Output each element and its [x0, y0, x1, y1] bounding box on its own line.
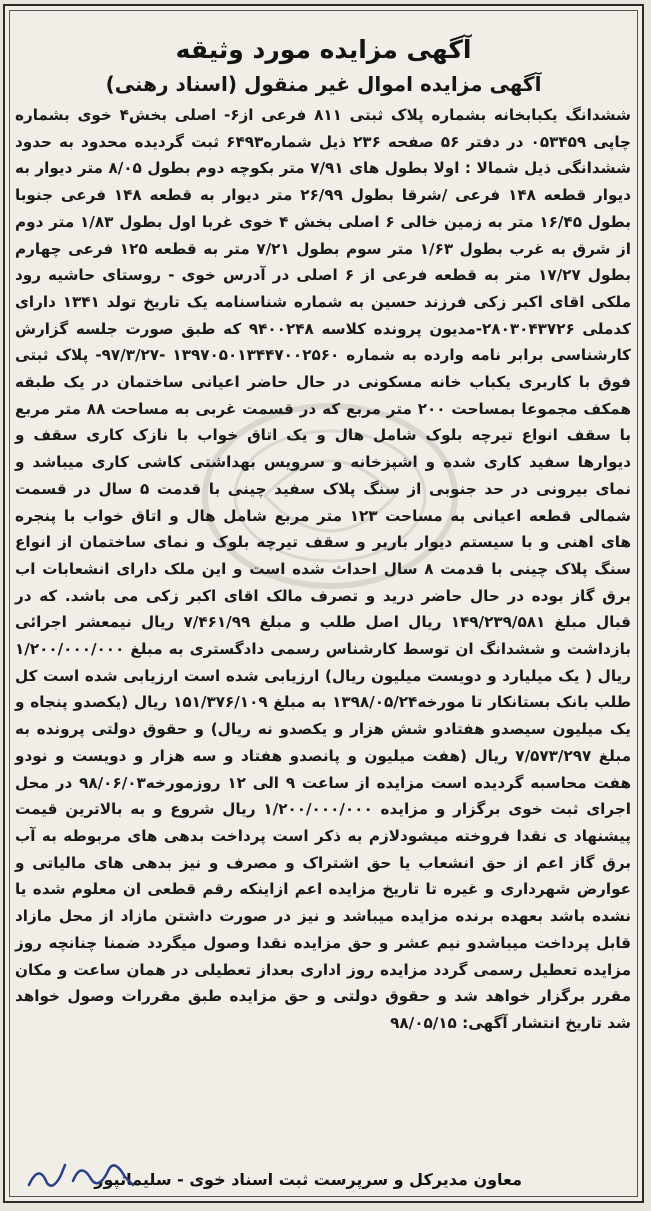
notice-page [3, 4, 644, 1203]
watermark-emblem [195, 396, 465, 596]
signature-line: معاون مدیرکل و سرپرست ثبت اسناد خوی - سلیمانپور [94, 1170, 522, 1189]
handwritten-mark-icon [21, 1155, 141, 1195]
notice-subtitle: آگهی مزایده اموال غیر منقول (اسناد رهنی) [105, 72, 542, 96]
notice-body: ششدانگ یکبابخانه بشماره پلاک ثبتی ۸۱۱ فرعی از۶- اصلی بخش۴ خوی بشماره چاپی ۰۵۳۴۵۹ در دفتر ۵۶ صفحه ۲۳۶ ذیل شماره۶۴۹۳ ثبت گردیده محدود به حدود ششدانگی ذیل شمالا : اولا بطول های ۷/۹۱ متر بکوچه دوم بطول ۸/۰۵ متر دیوار به دیوار قطعه ۱۴۸ فرعی /شرقا بطول ۲۶/۹۹ متر دیوار به قطعه ۱۴۸ فرعی جنوبا بطول ۱۶/۴۵ متر به زمین خالی ۶ اصلی بخش ۴ خوی غربا اول بطول ۱/۸۳ متر دوم از شرق به غرب بطول ۱/۶۳ متر سوم بطول ۷/۲۱ متر به قطعه ۱۲۵ فرعی چهارم بطول ۱۷/۲۷ متر به قطعه فرعی از ۶ اصلی در آدرس خوی - روستای حاشیه رود ملکی اقای اکبر زکی فرزند حسین به شماره شناسنامه یک تاریخ تولد ۱۳۴۱ دارای کدملی ۲۸۰۳۰۴۳۷۲۶-مدیون پرونده کلاسه ۹۴۰۰۲۴۸ که طبق صورت جلسه گزارش کارشناسی برابر نامه وارده به شماره ۱۳۹۷۰۵۰۱۳۴۴۷۰۰۲۵۶۰ -۹۷/۳/۲۷- پلاک ثبتی فوق با کاربری یکباب خانه مسکونی در حال حاضر اعیانی ساختمان در یک طبقه همکف مجموعا بمساحت ۲۰۰ متر مربع که در قسمت غربی به مساحت ۸۸ متر مربع با سقف انواع تیرچه بلوک شامل هال و یک اتاق خواب با نازک کاری سقف و دیوارها سفید کاری شده و اشپزخانه و سرویس بهداشتی کاشی کاری میباشد و نمای بیرونی در حد جنوبی از سنگ پلاک سفید چینی با قدمت ۵ سال در قسمت شمالی قطعه اعیانی به مساحت ۱۲۳ متر مربع شامل هال و اتاق خواب با پنجره های اهنی و با سیستم دیوار باربر و سقف تیرچه بلوک و نمای ساختمان از انواع سنگ پلاک چینی با قدمت ۸ سال احداث شده است و این ملک دارای انشعابات اب برق گاز بوده در حال حاضر درید و تصرف مالک اقای اکبر زکی می باشد. که در قبال مبلغ ۱۴۹/۲۳۹/۵۸۱ ریال اصل طلب و مبلغ ۷/۴۶۱/۹۹ ریال نیمعشر اجرائی بازداشت و ششدانگ ان توسط کارشناس رسمی دادگستری به مبلغ ۱/۲۰۰/۰۰۰/۰۰۰ ریال ( یک میلیارد و دویست میلیون ریال) ارزیابی شده است ارزیابی شده است کل طلب بانک بستانکار تا مورخه۱۳۹۸/۰۵/۲۴ به مبلغ ۱۵۱/۳۷۶/۱۰۹ ریال (یکصدو پنجاه و یک میلیون سیصدو هفتادو شش هزار و یکصدو نه ریال) و حقوق دولتی پرونده به مبلغ ۷/۵۷۳/۲۹۷ ریال (هفت میلیون و پانصدو هفتاد و سه هزار و دویست و نودو هفت محاسبه گردیده است مزایده از ساعت ۹ الی ۱۲ روزمورخه۹۸/۰۶/۰۳ در محل اجرای ثبت خوی برگزار و مزایده ۱/۲۰۰/۰۰۰/۰۰۰ ریال شروع و به بالاترین قیمت پیشنهاد ی نقدا فروخته میشودلازم به ذکر است پرداخت بدهی های مربوطه به آب برق گاز اعم از حق انشعاب یا حق اشتراک و مصرف و نیز بدهی های مالیاتی و عوارض شهرداری و غیره تا تاریخ مزایده اعم ازاینکه رقم قطعی ان معلوم شده یا نشده باشد بعهده برنده مزایده میباشد و نیز در صورت داشتن مازاد از محل مازاد قابل پرداخت میباشدو نیم عشر و حق مزایده نقدا وصول میگردد ضمنا چنانچه روز مزایده تعطیل رسمی گردد مزایده روز اداری بعداز تعطیلی در همان ساعت و مکان مقرر برگزار خواهد شد و حقوق دولتی و حق مزایده طبق مقررات وصول خواهد شد تاریخ انتشار آگهی: ۹۸/۰۵/۱۵ [15, 106, 632, 1032]
notice-title: آگهی مزایده مورد وثیقه [175, 35, 472, 64]
